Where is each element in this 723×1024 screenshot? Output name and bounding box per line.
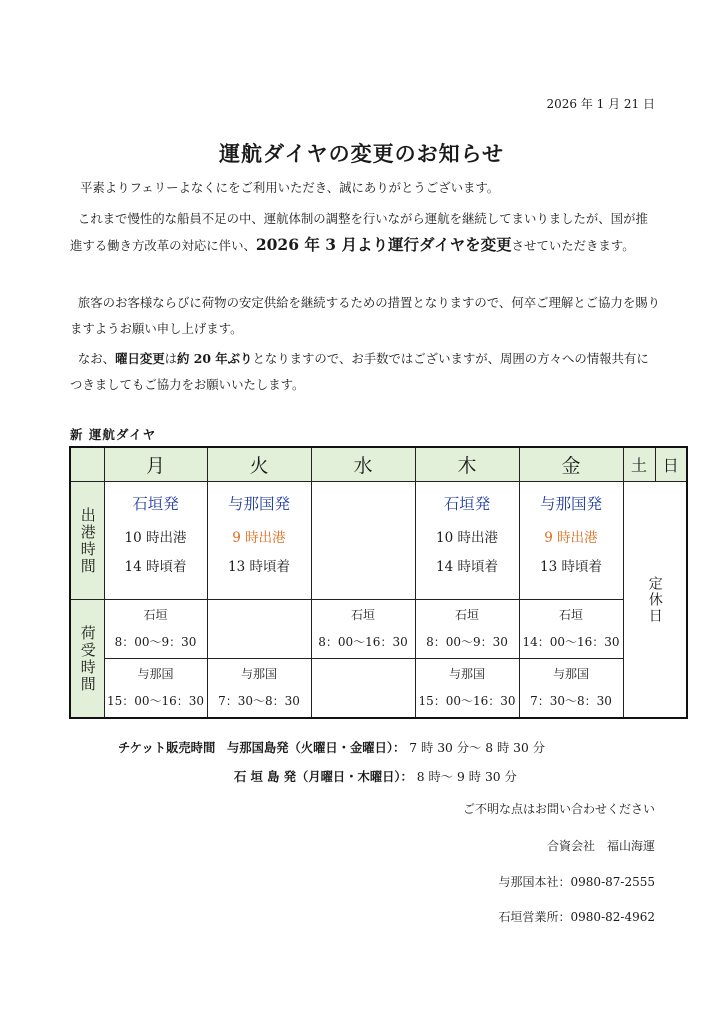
paragraph-change-text-a: これまで慢性的な船員不足の中、運航体制の調整を行いながら運航を継続してまいりましたが、国が推進する働き方改革の対応に伴い、: [70, 211, 648, 253]
cargo-friday-1: [519, 600, 623, 659]
ticket-ishigaki-label: 石 垣 島 発（月曜日・木曜日）：: [234, 769, 413, 784]
paragraph-note-text-b: は: [164, 351, 178, 366]
cargo-place: 石垣: [558, 608, 583, 622]
cargo-time: 7：30～8：30: [530, 694, 612, 708]
ticket-yonaguni-time: 7 時 30 分～ 8 時 30 分: [409, 741, 546, 755]
cargo-place: 石垣: [350, 608, 375, 622]
phone-ishigaki-office: 石垣営業所：0980-82-4962: [498, 910, 655, 924]
cargo-time: 7：30～8：30: [218, 694, 300, 708]
paragraph-greeting: 平素よりフェリーよなくにをご利用いただき、誠にありがとうございます。: [80, 180, 500, 195]
departure-port: 与那国発: [227, 495, 290, 513]
ticket-yonaguni-label: 与那国島発（火曜日・金曜日）：: [227, 740, 406, 755]
paragraph-change-text-b: させていただきます。: [511, 238, 635, 253]
departure-row-label: [70, 482, 104, 600]
paragraph-note-bold-1: 曜日変更: [115, 351, 165, 366]
cargo-time: 8：00～9：30: [426, 635, 508, 649]
phone-yonaguni-hq: 与那国本社：0980-87-2555: [498, 875, 655, 889]
cargo-time: 15：00～16：30: [106, 694, 205, 708]
cargo-row-label-text: 荷受時間: [78, 624, 97, 693]
cargo-place: 石垣: [143, 608, 168, 622]
departure-port: 石垣発: [443, 495, 491, 513]
paragraph-change-highlight: 2026 年 3 月より運行ダイヤを変更: [255, 235, 512, 254]
cargo-wednesday-1: [311, 600, 415, 659]
header-wednesday: 水: [311, 447, 415, 482]
ticket-label: チケット販売時間: [118, 740, 216, 755]
cargo-wednesday-2: [311, 659, 415, 719]
cargo-time: 15：00～16：30: [418, 694, 516, 708]
page-title: 運航ダイヤの変更のお知らせ: [219, 141, 504, 166]
paragraph-note-text-c: となりますので、お手数ではございますが、周囲の方々への情報共有につきましてもご協力をお願いいたします。: [70, 351, 649, 392]
departure-row: [70, 482, 687, 600]
header-sunday: 日: [655, 447, 687, 482]
departure-time: 9 時出港: [544, 530, 598, 546]
departure-time: 9 時出港: [232, 530, 286, 546]
departure-time: 10 時出港: [436, 530, 498, 546]
header-tuesday: 火: [207, 447, 311, 482]
arrival-time: 13 時頃着: [228, 559, 290, 575]
header-corner: [70, 447, 104, 482]
cargo-thursday-2: [415, 659, 519, 719]
departure-friday: [519, 482, 623, 600]
cargo-row-2: [70, 659, 687, 719]
cargo-time: 8：00～16：30: [318, 635, 408, 649]
header-thursday: 木: [415, 447, 519, 482]
cargo-row-label: [70, 600, 104, 719]
departure-port: 与那国発: [539, 495, 602, 513]
header-friday: 金: [519, 447, 623, 482]
cargo-row-1: [70, 600, 687, 659]
schedule-table: [69, 446, 688, 719]
contact-inquiry: ご不明な点はお問い合わせください: [462, 802, 655, 816]
cargo-time: 14：00～16：30: [522, 635, 620, 649]
paragraph-change: [70, 206, 660, 259]
departure-row-label-text: 出港時間: [78, 506, 97, 575]
departure-thursday: [415, 482, 519, 600]
arrival-time: 13 時頃着: [540, 559, 602, 575]
paragraph-request: [70, 290, 660, 342]
schedule-header-row: [70, 447, 687, 482]
cargo-place: 与那国: [137, 667, 174, 681]
arrival-time: 14 時頃着: [436, 559, 498, 575]
cargo-time: 8：00～9：30: [114, 635, 197, 649]
cargo-friday-2: [519, 659, 623, 719]
ticket-ishigaki-line: [234, 767, 517, 785]
arrival-time: 14 時頃着: [124, 559, 187, 575]
cargo-monday-2: [104, 659, 207, 719]
schedule-table-title: 新 運航ダイヤ: [70, 427, 157, 442]
departure-time: 10 時出港: [124, 530, 187, 546]
cargo-place: 与那国: [552, 667, 589, 681]
cargo-tuesday-1: [207, 600, 311, 659]
header-monday: 月: [104, 447, 207, 482]
header-saturday: 土: [623, 447, 655, 482]
departure-monday: [104, 482, 207, 600]
weekend-closed: [623, 482, 687, 719]
cargo-place: 与那国: [448, 667, 485, 681]
departure-wednesday: [311, 482, 415, 600]
paragraph-note-text-a: なお、: [77, 351, 116, 366]
departure-tuesday: [207, 482, 311, 600]
departure-port: 石垣発: [132, 495, 179, 513]
cargo-tuesday-2: [207, 659, 311, 719]
cargo-place: 与那国: [240, 667, 277, 681]
weekend-closed-text: 定休日: [646, 575, 663, 624]
cargo-thursday-1: [415, 600, 519, 659]
paragraph-note: [70, 346, 660, 398]
notice-date: 2026 年 1 月 21 日: [546, 97, 655, 111]
ticket-yonaguni-line: [118, 738, 545, 756]
paragraph-note-bold-2: 約 20 年ぶり: [177, 351, 253, 366]
company-name: 合資会社 福山海運: [546, 839, 655, 853]
cargo-place: 石垣: [454, 608, 479, 622]
cargo-monday-1: [104, 600, 207, 659]
ticket-ishigaki-time: 8 時～ 9 時 30 分: [416, 770, 517, 784]
paragraph-request-text: 旅客のお客様ならびに荷物の安定供給を継続するための措置となりますので、何卒ご理解とご協力を賜りますようお願い申し上げます。: [70, 295, 661, 336]
